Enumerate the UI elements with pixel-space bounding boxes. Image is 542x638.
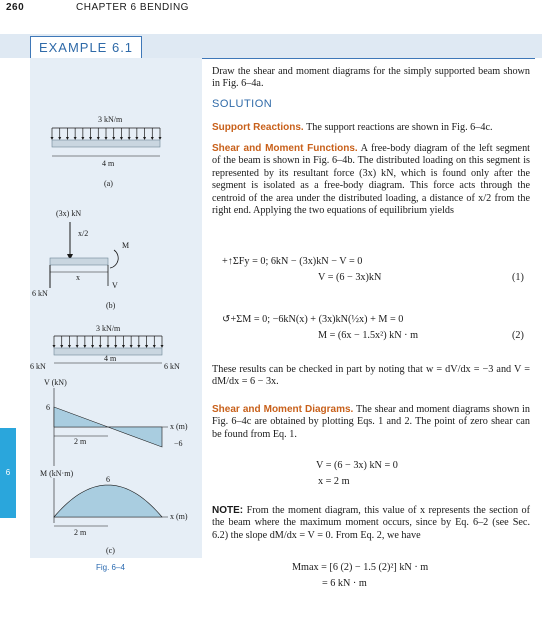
fig-c-label: (c) [106, 546, 115, 555]
load-arrow-head [76, 345, 79, 348]
load-arrow-head [143, 137, 146, 140]
load-arrow-head [68, 345, 71, 348]
v-dim-label: 2 m [74, 437, 87, 446]
fig-a-length: 4 m [102, 159, 115, 168]
equation-2-number: (2) [512, 330, 524, 341]
note-heading: NOTE: [212, 505, 244, 516]
load-arrow-head [120, 137, 123, 140]
load-arrow-head [89, 137, 92, 140]
equation-2-line-2: M = (6x − 1.5x²) kN · m [318, 330, 418, 341]
fig-a-load-label: 3 kN/m [98, 115, 123, 124]
load-arrow-head [91, 345, 94, 348]
solution-heading: SOLUTION [212, 98, 273, 110]
load-arrow-head [66, 137, 69, 140]
moment-diagram [54, 485, 162, 517]
load-arrow-head [122, 345, 125, 348]
chapter-title: CHAPTER 6 BENDING [76, 2, 189, 13]
load-arrow-head [99, 345, 102, 348]
load-arrow-head [128, 137, 131, 140]
equation-1-line-2: V = (6 − 3x)kN [318, 272, 382, 283]
fig-c-load-label: 3 kN/m [96, 324, 121, 333]
shear-diagram [54, 407, 162, 447]
v-xaxis-label: x (m) [170, 422, 188, 431]
fig-a-beam [52, 140, 160, 147]
functions-heading: Shear and Moment Functions. [212, 143, 358, 154]
diagrams-paragraph: Shear and Moment Diagrams. The shear and moment diagrams shown in Fig. 6–4c are obtained by plotting Eqs. 1 and 2. The point of zero shear can be found from Eq. 1. [212, 404, 530, 440]
chapter-tab: 6 [0, 428, 16, 518]
example-label: EXAMPLE 6.1 [30, 36, 142, 59]
diagrams-heading: Shear and Moment Diagrams. [212, 404, 354, 415]
fig-c-length: 4 m [104, 354, 117, 363]
m-xaxis-label: x (m) [170, 512, 188, 521]
fig-c-right-reaction: 6 kN [164, 362, 180, 371]
load-arrow-head [74, 137, 77, 140]
load-arrow-head [137, 345, 140, 348]
equation-3-line-2: x = 2 m [318, 476, 350, 487]
figure-caption: Fig. 6–4 [96, 563, 125, 572]
load-arrow-head [151, 137, 154, 140]
equation-4-line-2: = 6 kN · m [322, 578, 367, 589]
load-arrow-head [51, 137, 54, 140]
functions-paragraph: Shear and Moment Functions. A free-body diagram of the left segment of the beam is shown in Fig. 6–4b. The distributed loading on this segment is represented by its resultant force (3x) kN, which is found only after the segment is isolated as a free-body diagram. This force acts through the centroid of the area under the distributed loading, a distance of x/2 from the right end. Applying the two equations of equilibrium yields [212, 143, 531, 217]
load-arrow-head [112, 137, 115, 140]
load-arrow-head [105, 137, 108, 140]
v-bottom-value: −6 [174, 439, 183, 448]
load-arrow-head [114, 345, 117, 348]
equation-2-line-1: ↺+ΣM = 0; −6kN(x) + (3x)kN(½x) + M = 0 [222, 314, 404, 325]
load-arrow-head [60, 345, 63, 348]
fig-b-shear: V [112, 281, 118, 290]
fig-b-half: x/2 [78, 229, 89, 238]
fig-c-left-reaction: 6 kN [30, 362, 46, 371]
m-axis-label: M (kN·m) [40, 469, 74, 478]
load-arrow-head [135, 137, 138, 140]
page-number: 260 [6, 2, 25, 13]
problem-statement: Draw the shear and moment diagrams for the simply supported beam shown in Fig. 6–4a. [212, 66, 530, 90]
load-arrow-head [159, 137, 162, 140]
fig-b-label: (b) [106, 301, 116, 310]
check-paragraph: These results can be checked in part by noting that w = dV/dx = −3 and V = dM/dx = 6 − 3x. [212, 364, 530, 388]
support-reactions-paragraph: Support Reactions. The support reactions are shown in Fig. 6–4c. [212, 122, 493, 133]
fig-b-moment: M [122, 241, 130, 250]
note-paragraph: NOTE: From the moment diagram, this value of x represents the section of the beam where the maximum moment occurs, since by Eq. 6–2 (see Sec. 6.2) the slope dM/dx = V = 0. From Eq. 2, we have [212, 505, 531, 541]
fig-b-segment [50, 258, 108, 265]
fig-a-label: (a) [104, 179, 113, 188]
load-arrow-head [53, 345, 56, 348]
load-arrow-head [58, 137, 61, 140]
equation-3-line-1: V = (6 − 3x) kN = 0 [316, 460, 398, 471]
figure-6-4 [30, 58, 202, 578]
fig-b-force: (3x) kN [56, 209, 82, 218]
v-axis-label: V (kN) [44, 378, 67, 387]
load-arrow-head [130, 345, 133, 348]
load-arrow-head [83, 345, 86, 348]
equation-1-line-1: +↑ΣFy = 0; 6kN − (3x)kN − V = 0 [222, 256, 363, 267]
support-reactions-heading: Support Reactions. [212, 122, 304, 133]
load-arrow-head [161, 345, 164, 348]
fig-b-reaction: 6 kN [32, 289, 48, 298]
equation-4-line-1: Mmax = [6 (2) − 1.5 (2)²] kN · m [292, 562, 429, 573]
fig-b-x: x [76, 273, 80, 282]
load-arrow-head [145, 345, 148, 348]
load-arrow-head [107, 345, 110, 348]
load-arrow-head [153, 345, 156, 348]
equation-1-number: (1) [512, 272, 524, 283]
m-peak-value: 6 [106, 475, 110, 484]
v-top-value: 6 [46, 403, 50, 412]
load-arrow-head [97, 137, 100, 140]
m-dim-label: 2 m [74, 528, 87, 537]
load-arrow-head [81, 137, 84, 140]
